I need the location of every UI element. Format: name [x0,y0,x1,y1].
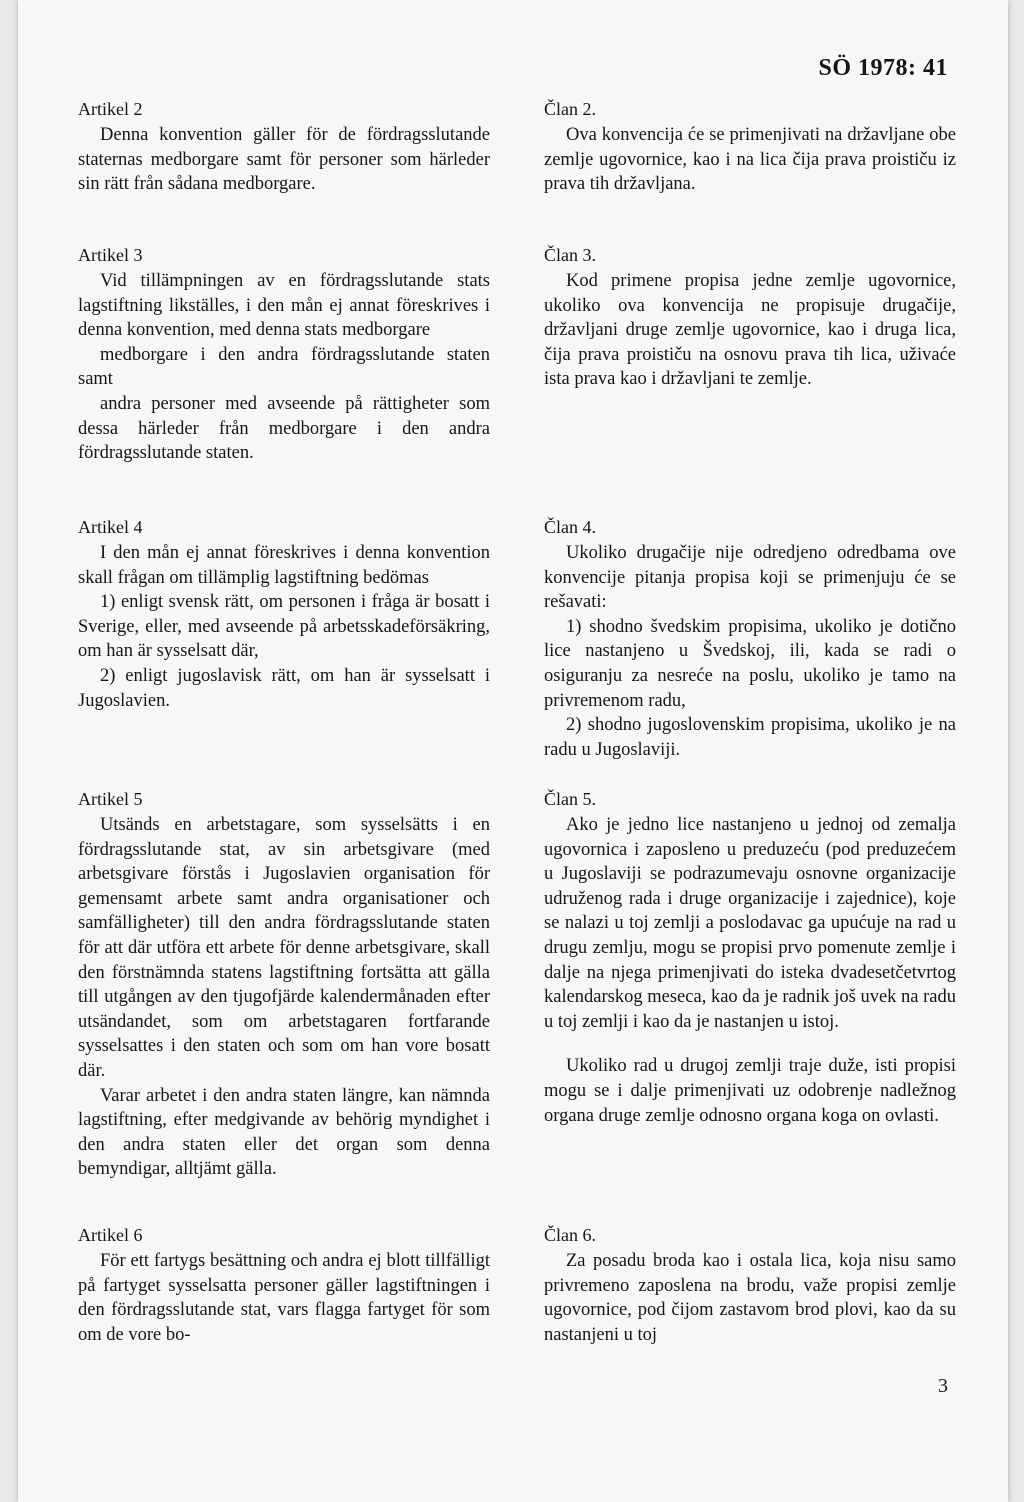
clan-4-title: Član 4. [544,517,596,537]
artikel-6 [78,1223,490,1347]
artikel-6-title: Artikel 6 [78,1225,143,1245]
document-reference: SÖ 1978: 41 [818,55,948,81]
clan-3-title: Član 3. [544,245,596,265]
artikel-4-paragraph-1: I den mån ej annat föreskrives i denna konvention skall frågan om tillämplig lagstiftning bedömas [78,543,490,588]
artikel-3 [78,243,490,466]
clan-4-paragraph-1: Ukoliko drugačije nije odredjeno odredbama ove konvencije pitanja propisa koji se primenjuju će se rešavati: [544,543,956,613]
clan-6-title: Član 6. [544,1225,596,1245]
artikel-3-title: Artikel 3 [78,245,143,265]
clan-5-paragraph-1: Ako je jedno lice nastanjeno u jednoj od zemalja ugovornica i zaposleno u preduzeću (pod preduzećem u Jugoslaviji se podrazumevaju osnovne organizacije udruženog rada i druge organizacije i zajednice), koje se nalazi u toj zemlji a poslodavac ga upućuje na rad u drugu zemlju, mogu se propisi prvo pomenute zemlje i dalje na njega primenjivati do isteka dvadesetčetvrtog kalendarskog meseca, kao da je radnik još uvek na radu u toj zemlji i kao da je nastanjen u istoj. [544,815,956,1032]
artikel-5-paragraph-1: Utsänds en arbetstagare, som sysselsätts i en fördragsslutande stat, av sin arbetsgivare (med arbetsgivare förstås i Jugoslavien organisation för gemensamt arbete samt andra organisationer och samfälligheter) till den andra fördragsslutande staten för att där utföra ett arbete för denne arbetsgivare, skall den förstnämnda statens lagstiftning fortsätta att gälla till utgången av den tjugofjärde kalendermånaden efter utsändandet, som om arbetstagaren fortfarande sysselsattes i den staten och som om han vore bosatt där. [78,815,490,1081]
artikel-4-paragraph-2: 1) enligt svensk rätt, om personen i fråga är bosatt i Sverige, eller, med avseende på arbetsskadeförsäkring, om han är sysselsatt där, [78,592,490,662]
clan-2-title: Član 2. [544,99,596,119]
artikel-5-paragraph-2: Varar arbetet i den andra staten längre, kan nämnda lagstiftning, efter medgivande av behörig myndighet i den andra staten eller det organ som denna bemyndigar, alltjämt gälla. [78,1085,490,1180]
artikel-3-paragraph-3: andra personer med avseende på rättigheter som dessa härleder från medborgare i den andra fördragsslutande staten. [78,393,490,464]
artikel-2-paragraph: Denna konvention gäller för de fördragsslutande staternas medborgare samt för personer som härleder sin rätt från sådana medborgare. [78,125,490,195]
clan-6 [544,1223,956,1347]
artikel-5-title: Artikel 5 [78,789,143,809]
clan-5-paragraph-2: Ukoliko rad u drugoj zemlji traje duže, isti propisi mogu se i dalje primenjivati uz odobrenje nadležnog organa druge zemlje odnosno organa koga on ovlasti. [544,1056,956,1126]
artikel-5 [78,787,490,1182]
clan-2-paragraph: Ova konvencija će se primenjivati na državljane obe zemlje ugovornice, kao i na lica čija prava proističu iz prava tih državljana. [544,125,956,195]
artikel-2 [78,97,490,197]
page-number: 3 [938,1375,948,1397]
clan-4-paragraph-3: 2) shodno jugoslovenskim propisima, ukoliko je na radu u Jugoslaviji. [544,715,956,760]
clan-2 [544,97,956,197]
artikel-4-title: Artikel 4 [78,517,143,537]
clan-4-paragraph-2: 1) shodno švedskim propisima, ukoliko je dotično lice nastanjeno u Švedskoj, ili, kada se radi o osiguranju za nesreće na poslu, ukoliko je tamo na privremenom radu, [544,616,956,711]
artikel-3-paragraph-2: medborgare i den andra fördragsslutande staten samt [78,344,490,390]
clan-3 [544,243,956,392]
artikel-4 [78,515,490,713]
artikel-6-paragraph: För ett fartygs besättning och andra ej blott tillfälligt på fartyget sysselsatta personer gäller lagstiftningen i den fördragsslutande stat, vars flagga fartyget för som om de vore bo- [78,1251,490,1345]
clan-5-title: Član 5. [544,789,596,809]
artikel-2-title: Artikel 2 [78,99,143,119]
clan-5 [544,787,956,1128]
artikel-3-paragraph-1: Vid tillämpningen av en fördragsslutande stats lagstiftning likställes, i den mån ej annat föreskrives i denna konvention, med denna stats medborgare [78,271,490,341]
artikel-4-paragraph-3: 2) enligt jugoslavisk rätt, om han är sysselsatt i Jugoslavien. [78,665,490,711]
clan-4 [544,515,956,762]
clan-3-paragraph: Kod primene propisa jedne zemlje ugovornice, ukoliko ova konvencija ne propisuje drugačije, državljani druge zemlje ugovornice, kao i druga lica, čija prava proističu na osnovu prava tih lica, uživaće ista prava kao i državljani te zemlje. [544,271,956,390]
document-page [18,0,1008,1502]
clan-6-paragraph: Za posadu broda kao i ostala lica, koja nisu samo privremeno zaposlena na brodu, važe propisi zemlje ugovornice, pod čijom zastavom brod plovi, kao da su nastanjeni u toj [544,1251,956,1345]
